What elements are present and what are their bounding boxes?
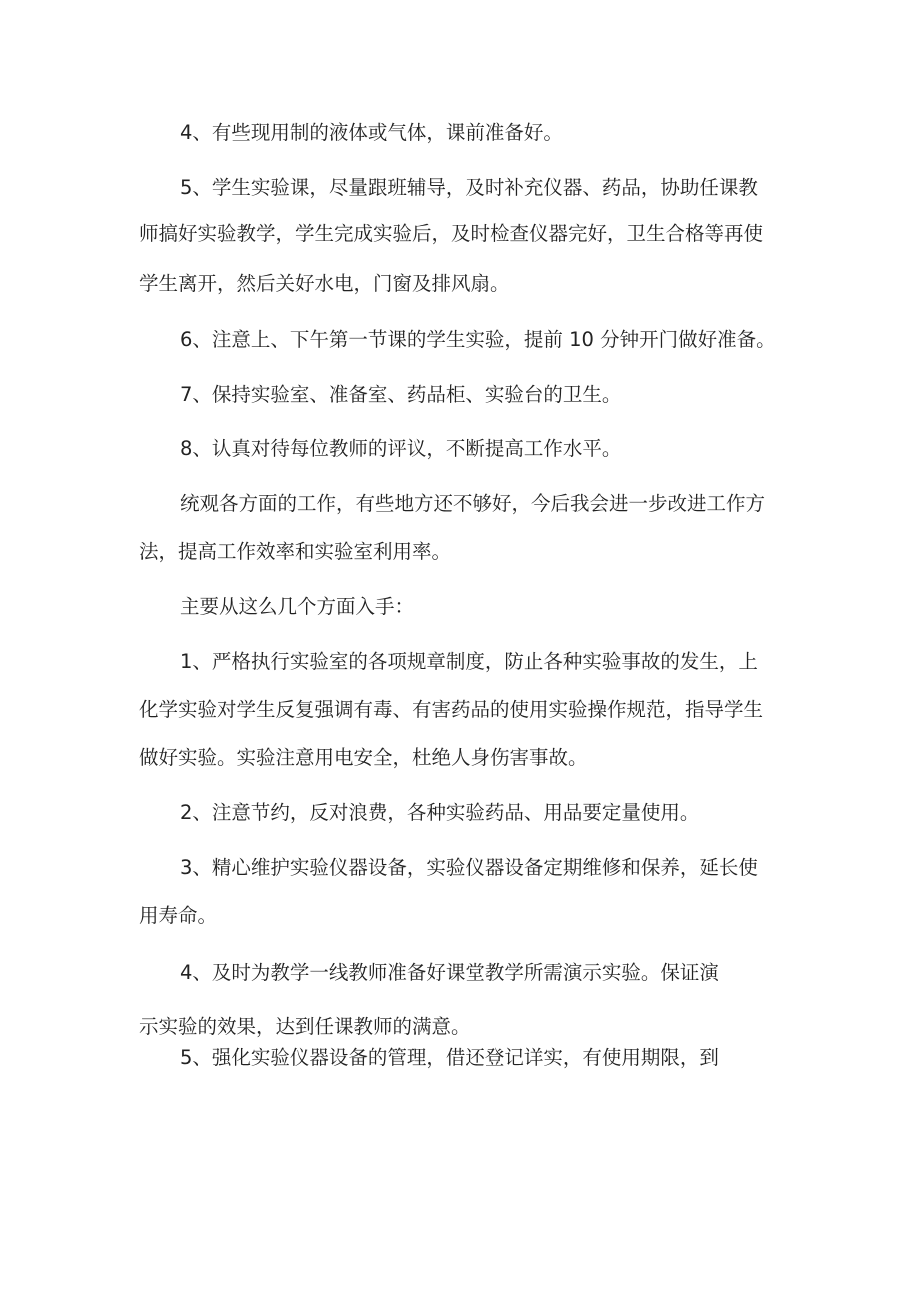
- text-line: 统观各方面的工作，有些地方还不够好，今后我会进一步改进工作方: [180, 492, 766, 515]
- text-line: 6、注意上、下午第一节课的学生实验，提前 10 分钟开门做好准备。: [180, 328, 776, 351]
- text-line: 3、精心维护实验仪器设备，实验仪器设备定期维修和保养，延长使: [180, 856, 758, 879]
- text-line: 用寿命。: [139, 904, 218, 927]
- text-line: 4、有些现用制的液体或气体，课前准备好。: [180, 121, 563, 144]
- text-line: 4、及时为教学一线教师准备好课堂教学所需演示实验。保证演: [180, 961, 719, 984]
- text-line: 做好实验。实验注意用电安全，杜绝人身伤害事故。: [139, 746, 588, 769]
- text-line: 法，提高工作效率和实验室利用率。: [139, 540, 452, 563]
- text-line: 1、严格执行实验室的各项规章制度，防止各种实验事故的发生，上: [180, 650, 758, 673]
- text-line: 5、强化实验仪器设备的管理，借还登记详实，有使用期限，到: [180, 1046, 719, 1069]
- text-line: 8、认真对待每位教师的评议，不断提高工作水平。: [180, 437, 622, 460]
- text-line: 示实验的效果，达到任课教师的满意。: [139, 1015, 471, 1038]
- text-line: 5、学生实验课，尽量跟班辅导，及时补充仪器、药品，协助任课教: [180, 176, 758, 199]
- text-line: 学生离开，然后关好水电，门窗及排风扇。: [139, 272, 510, 295]
- text-line: 化学实验对学生反复强调有毒、有害药品的使用实验操作规范，指导学生: [139, 698, 764, 721]
- text-line: 主要从这么几个方面入手：: [180, 595, 415, 618]
- text-line: 7、保持实验室、准备室、药品柜、实验台的卫生。: [180, 383, 622, 406]
- text-line: 师搞好实验教学，学生完成实验后，及时检查仪器完好，卫生合格等再使: [139, 222, 764, 245]
- text-line: 2、注意节约，反对浪费，各种实验药品、用品要定量使用。: [180, 801, 700, 824]
